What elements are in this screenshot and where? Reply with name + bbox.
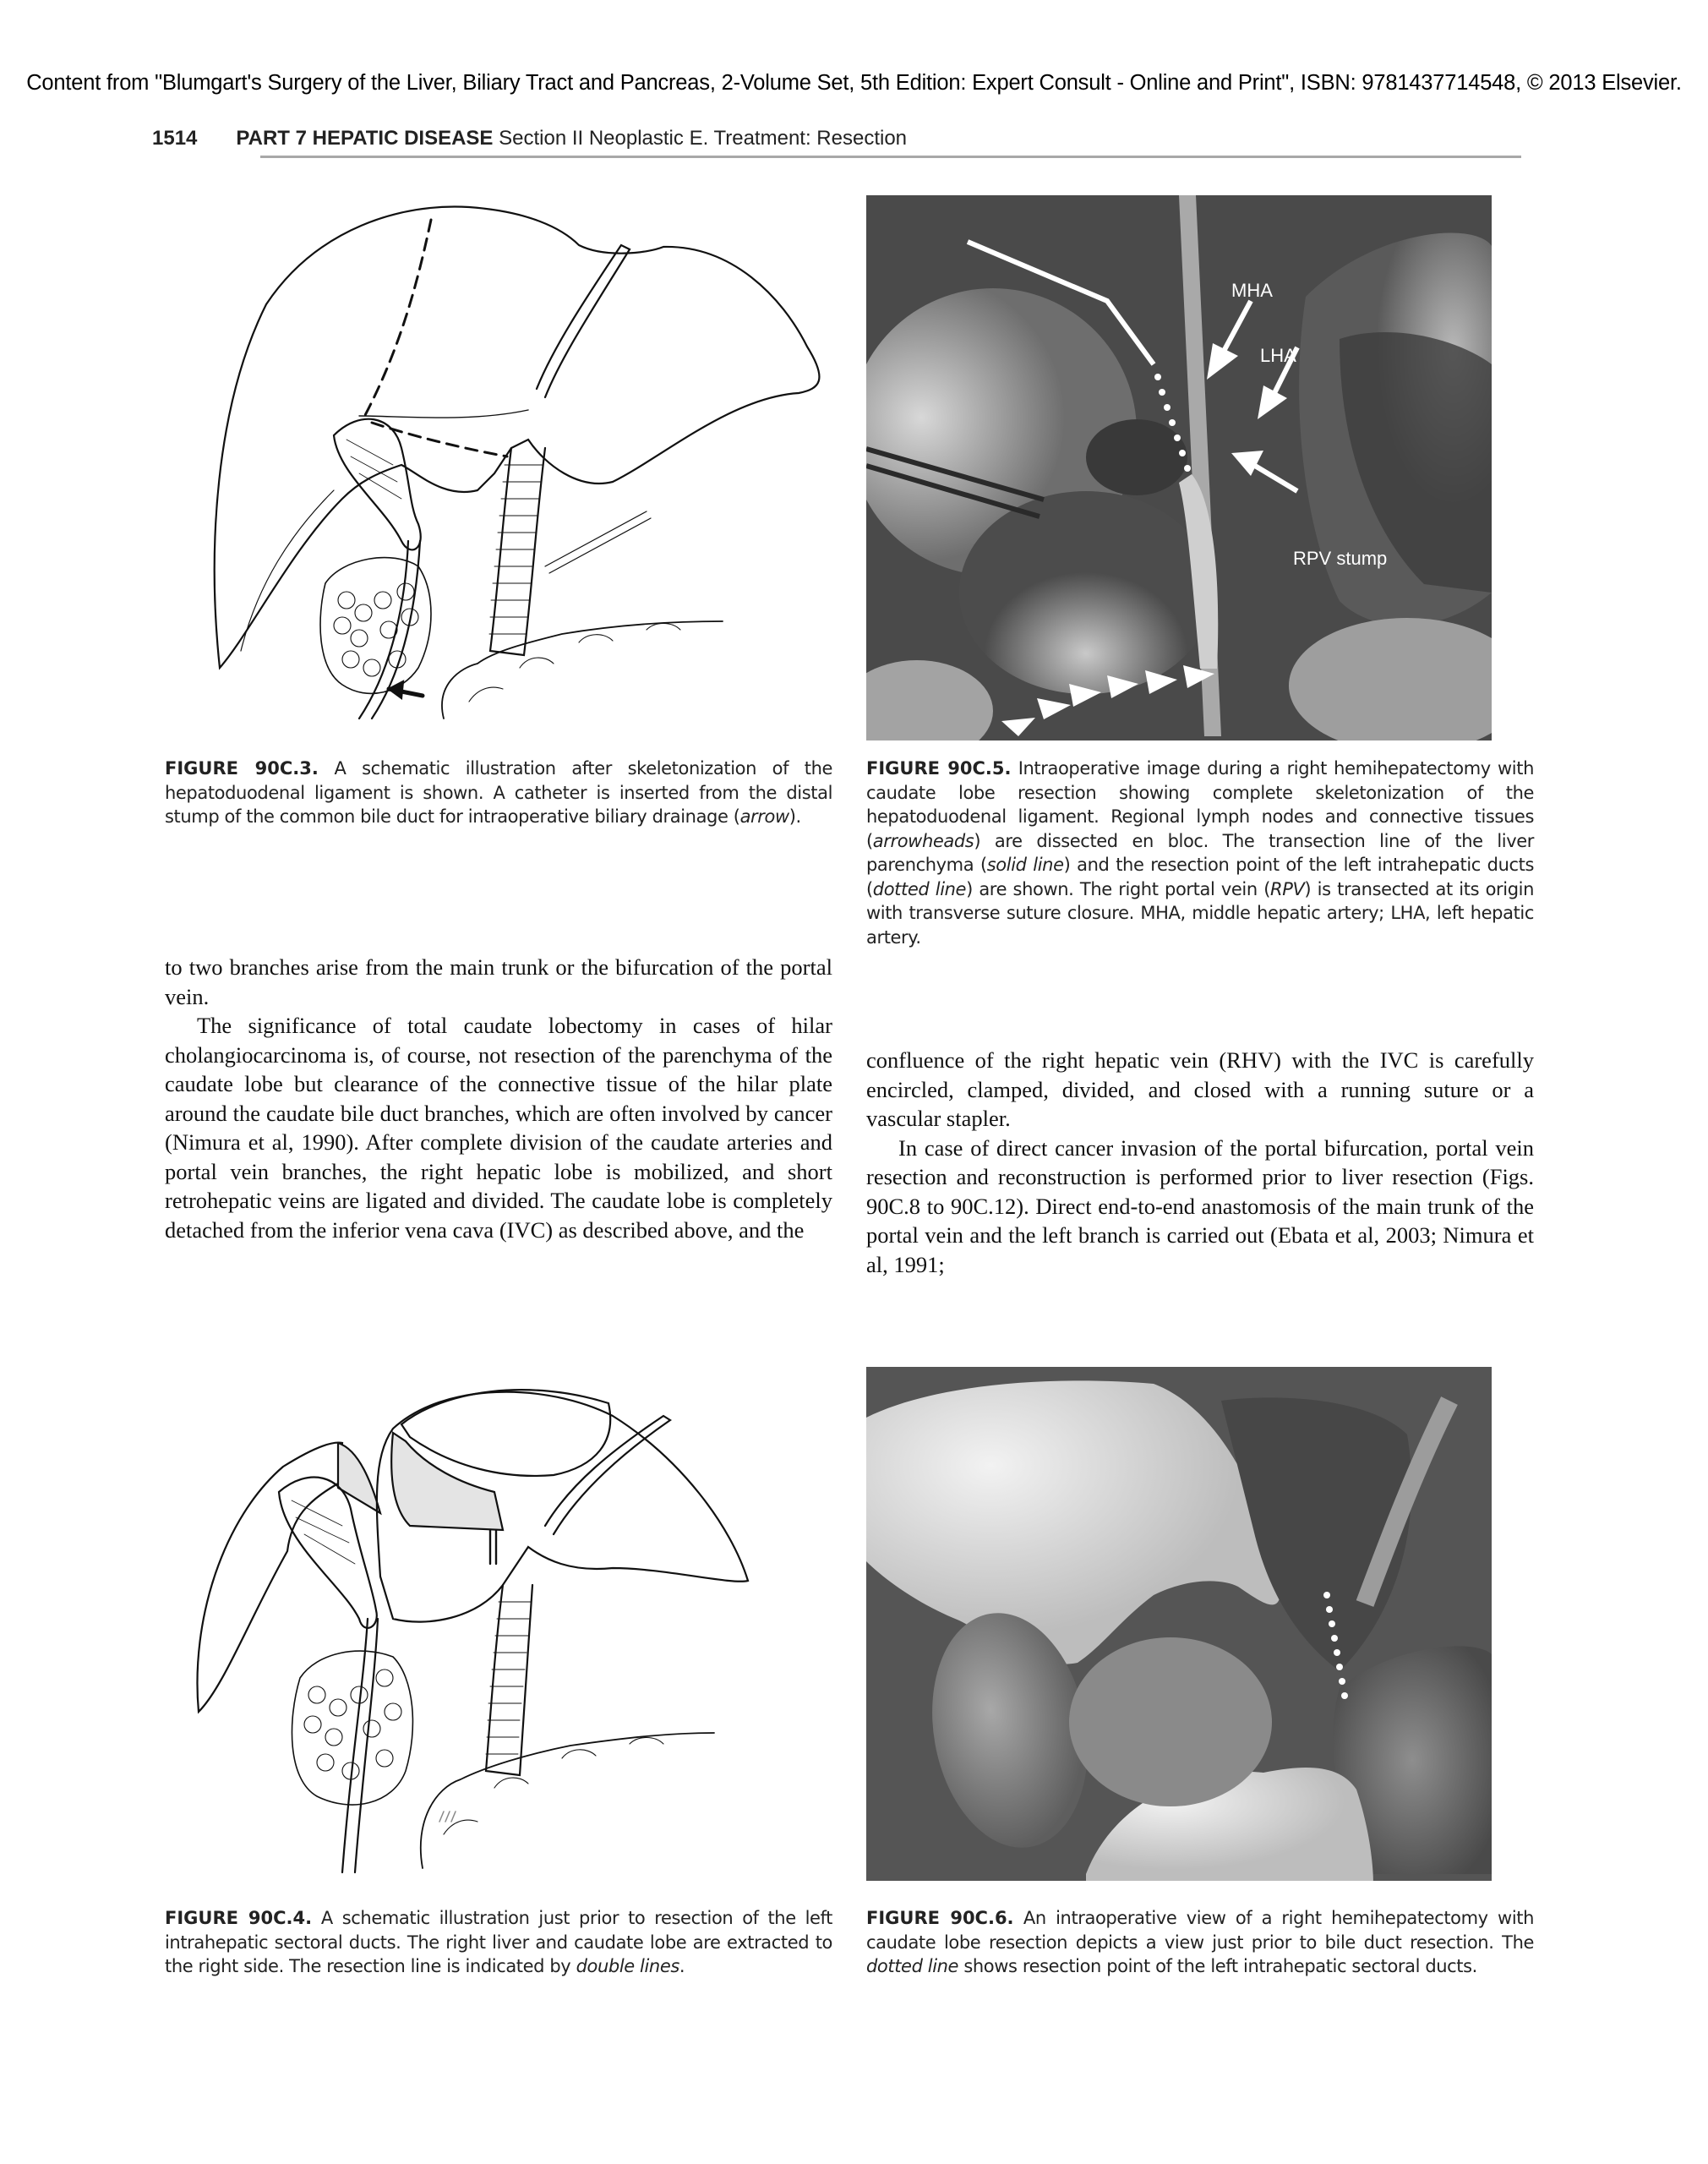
suture-marks <box>439 1812 456 1822</box>
liver-outline <box>215 206 820 668</box>
caption-text: An intraoperative view of a right hemihepatectomy with caudate lobe resection depicts a view just prior to bile duct resection. The <box>866 1908 1534 1953</box>
caption-italic: double lines <box>576 1956 679 1976</box>
portal-vein <box>486 1585 532 1775</box>
caption-label: FIGURE 90C.4. <box>165 1908 313 1928</box>
caption-figure-90c4 <box>165 1906 832 1979</box>
double-resection-line <box>490 1530 496 1564</box>
caption-text-end: shows resection point of the left intrahepatic sectoral ducts. <box>958 1956 1477 1976</box>
caption-text: A schematic illustration after skeletonization of the hepatoduodenal ligament is shown. A catheter is inserted from the distal stump of the common bile duct for intraoperative biliary drainage ( <box>165 758 832 827</box>
caption-text: A schematic illustration just prior to resection of the left intrahepatic sectoral ducts. The right liver and caudate lobe are extracted to the right side. The resection line is indicated by <box>165 1908 833 1976</box>
paragraph: The significance of total caudate lobectomy in cases of hilar cholangiocarcinoma is, of course, not resection of the parenchyma of the caudate lobe but clearance of the connective tissue of the hilar plate around the caudate bile duct branches, which are often involved by cancer (Nimura et al, 1990). After complete division of the caudate arteries and portal vein branches, the right hepatic lobe is mobilized, and short retrohepatic veins are ligated and divided. The caudate lobe is completely detached from the inferior vena cava (IVC) as described above, and the <box>165 1013 832 1243</box>
running-head <box>152 127 1521 150</box>
dashed-resection-line <box>363 220 431 418</box>
caption-label: FIGURE 90C.6. <box>866 1908 1014 1928</box>
dissected-tissue <box>959 491 1213 694</box>
figure-90c4-illustration <box>190 1365 832 1877</box>
caption-text: ) are shown. The right portal vein ( <box>966 878 1270 899</box>
caption-text: ) are dissected en bloc. The transection line of the liver parenchyma ( <box>866 830 1534 875</box>
label-lha: LHA <box>1260 345 1296 366</box>
portal-vein <box>490 448 545 655</box>
hepatic-artery <box>537 245 630 397</box>
part-title: PART 7 HEPATIC DISEASE <box>236 127 494 150</box>
caption-label: FIGURE 90C.3. <box>165 758 319 779</box>
paragraph: to two branches arise from the main trunk or the bifurcation of the portal vein. <box>165 954 832 1009</box>
dashed-resection-line-2 <box>372 423 507 456</box>
caption-label: FIGURE 90C.5. <box>866 758 1012 779</box>
figure-90c3-illustration <box>190 194 832 727</box>
pancreas-lobules <box>292 1651 412 1805</box>
common-bile-duct <box>342 1619 378 1872</box>
paragraph: confluence of the right hepatic vein (RHV) with the IVC is carefully encircled, clamped, divided, and closed with a running suture or a vascular stapler. <box>866 1047 1534 1131</box>
caption-text-end: ). <box>789 806 801 827</box>
pancreas-lobules <box>320 558 431 694</box>
subsection-title: E. Treatment: Resection <box>689 127 908 150</box>
caption-italic: arrowheads <box>872 830 974 851</box>
caption-italic: RPV <box>1270 878 1305 899</box>
caption-italic: solid line <box>986 855 1064 875</box>
source-banner: Content from "Blumgart's Surgery of the Liver, Biliary Tract and Pancreas, 2-Volume Set, 5th Edition: Expert Consult - Online and Print", ISBN: 9781437714548, © 2013 Elsevier. <box>26 71 1682 95</box>
figure-90c5-photo <box>866 195 1492 740</box>
body-text-right <box>866 1046 1534 1279</box>
caption-text: ) and the resection point of the left intrahepatic ducts ( <box>866 855 1535 899</box>
caption-text-end: . <box>679 1956 685 1976</box>
caption-figure-90c6 <box>866 1906 1534 1979</box>
caption-italic: arrow <box>739 806 789 827</box>
caption-italic: dotted line <box>866 1956 959 1976</box>
duodenum <box>442 621 723 719</box>
caption-italic: dotted line <box>872 878 967 899</box>
caption-text: Intraoperative image during a right hemihepatectomy with caudate lobe resection showing complete skeletonization of the hepatoduodenal ligament. Regional lymph nodes and connective tissues ( <box>866 758 1534 851</box>
caption-figure-90c5 <box>866 757 1534 949</box>
right-liver <box>197 1443 342 1712</box>
header-rule <box>260 156 1521 158</box>
figure-90c6-photo <box>866 1367 1492 1881</box>
section-title: Section II Neoplastic <box>499 127 684 150</box>
label-mha: MHA <box>1231 280 1273 301</box>
cut-surface <box>338 1443 380 1513</box>
retractor-tape <box>545 511 651 573</box>
paragraph: In case of direct cancer invasion of the portal bifurcation, portal vein resection and reconstruction is performed prior to liver resection (Figs. 90C.8 to 90C.12). Direct end-to-end anastomosis of the main trunk of the portal vein and the left branch is carried out (Ebata et al, 2003; Nimura et al, 1991; <box>866 1134 1534 1277</box>
caption-text: ) is transected at its origin with transverse suture closure. MHA, middle hepatic artery; LHA, left hepatic artery. <box>866 878 1534 948</box>
body-text-left <box>165 953 832 1244</box>
caption-figure-90c3 <box>165 757 832 829</box>
page-number: 1514 <box>152 127 198 150</box>
label-rpv-stump: RPV stump <box>1293 548 1388 569</box>
